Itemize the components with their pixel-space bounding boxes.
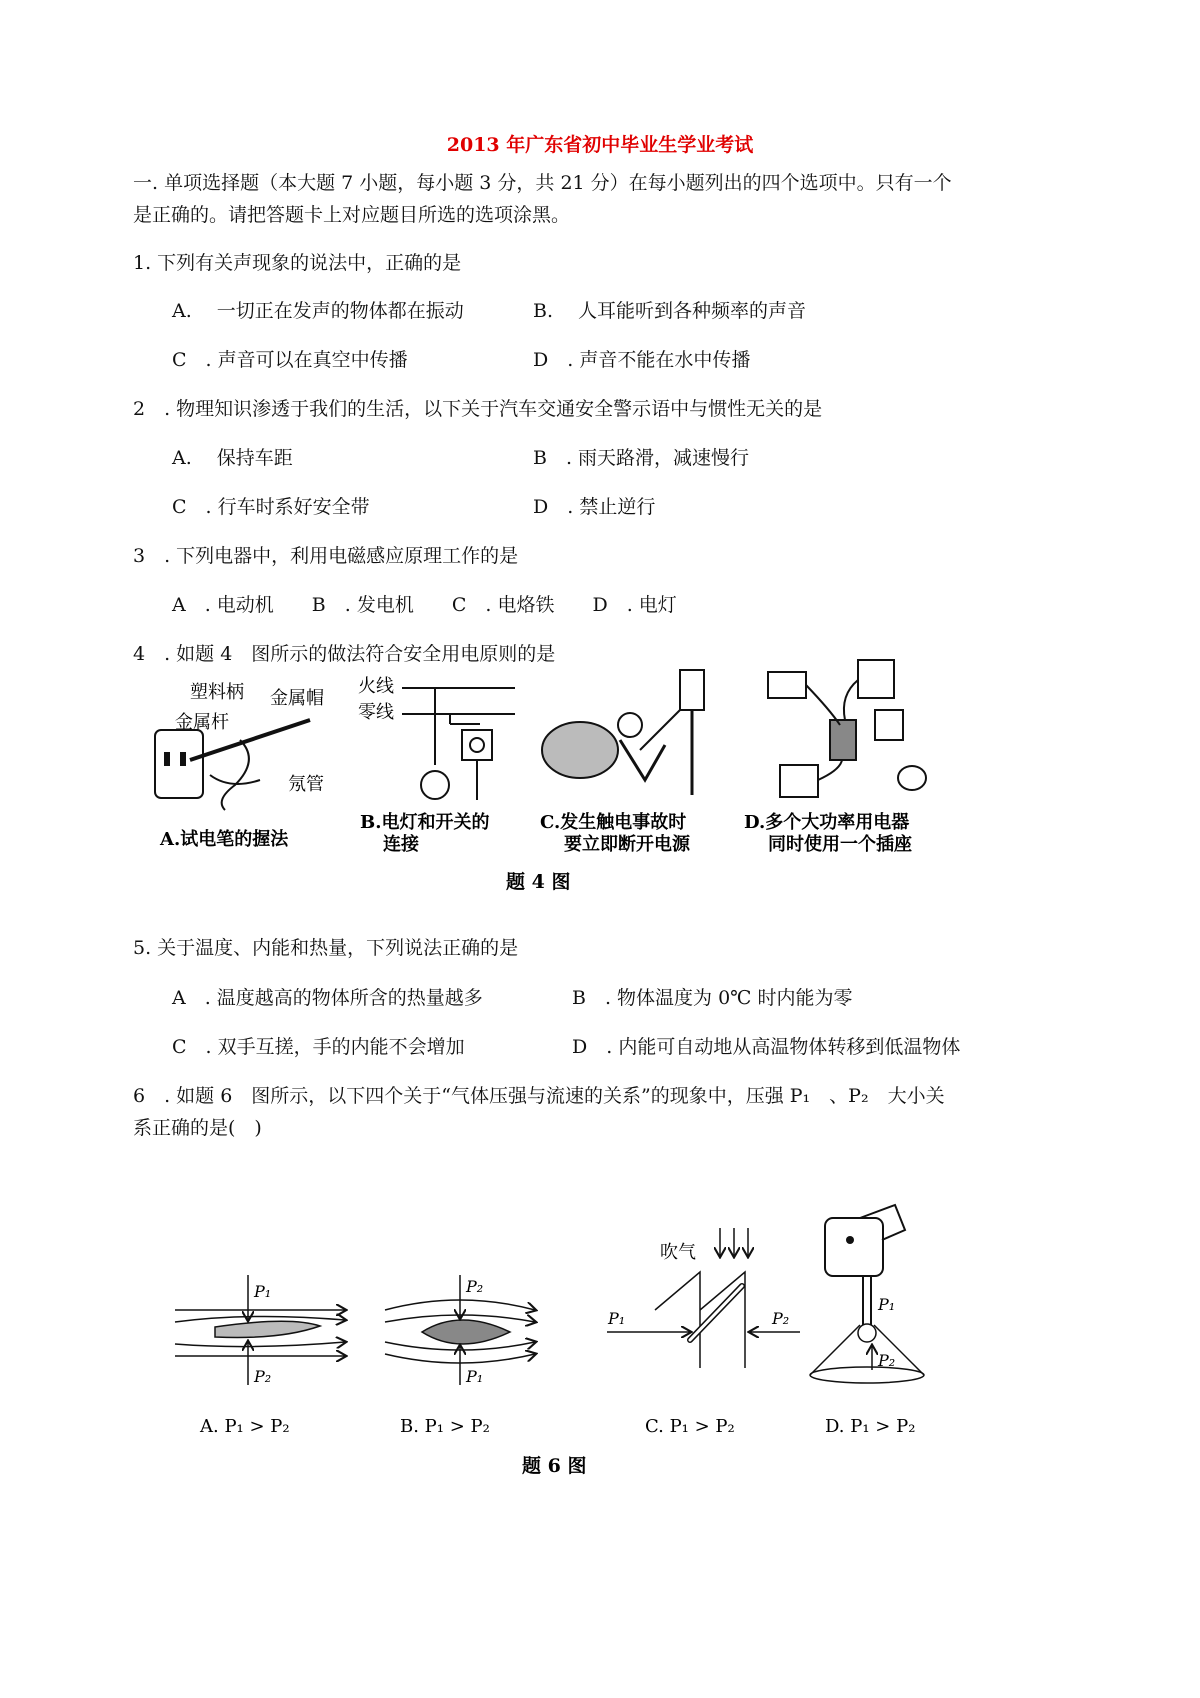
q1-option-b: B. 人耳能听到各种频率的声音 [533,300,807,322]
q5-option-c: C . 双手互搓，手的内能不会增加 [172,1036,465,1058]
q6-stem-line1: 6 . 如题 6 图所示，以下四个关于“气体压强与流速的关系”的现象中，压强 P₁ 、P₂ 大小关 [133,1085,945,1107]
q2-option-b: B . 雨天路滑，减速慢行 [533,447,750,469]
fig4-caption-d1: D.多个大功率用电器 [744,812,910,833]
q5-option-b: B . 物体温度为 0℃ 时内能为零 [572,987,853,1009]
fig4-b-circuit [358,676,515,855]
label-neon-tube: 氖管 [288,774,324,795]
q5-option-d: D . 内能可自动地从高温物体转移到低温物体 [572,1036,961,1058]
fig4-title: 题 4 图 [506,871,571,893]
fig6-caption-d: D. P₁ > P₂ [825,1416,916,1437]
fig6-d-p1: P₁ [878,1295,896,1314]
fig6-c-papers [607,1228,800,1437]
fig6-c-p1: P₁ [608,1309,626,1328]
fig6-d-funnel [810,1205,924,1437]
section-instructions-line1: 一. 单项选择题（本大题 7 小题，每小题 3 分，共 21 分）在每小题列出的四个选项中。只有一个 [133,172,952,194]
label-live-wire: 火线 [358,676,394,697]
fig6-caption-a: A. P₁ > P₂ [200,1416,290,1437]
q3-stem: 3 . 下列电器中，利用电磁感应原理工作的是 [133,545,519,567]
q5-option-a: A . 温度越高的物体所含的热量越多 [172,987,483,1009]
exam-title: 2013 年广东省初中毕业生学业考试 [446,134,754,156]
q1-stem: 1. 下列有关声现象的说法中，正确的是 [133,252,462,274]
fig6-b-p1: P₁ [466,1367,484,1386]
q1-option-c: C . 声音可以在真空中传播 [172,349,408,371]
q4-stem: 4 . 如题 4 图所示的做法符合安全用电原则的是 [133,643,556,665]
fig4-caption-c1: C.发生触电事故时 [540,812,687,833]
fig4-caption-b1: B.电灯和开关的 [360,812,490,833]
q2-option-a: A. 保持车距 [172,447,293,469]
label-neutral-wire: 零线 [358,702,394,723]
q2-option-c: C . 行车时系好安全带 [172,496,370,518]
q3-options: A . 电动机 B . 发电机 C . 电烙铁 D . 电灯 [172,594,677,616]
fig6-title: 题 6 图 [522,1455,587,1477]
fig6-b-p2: P₂ [466,1277,484,1296]
q5-stem: 5. 关于温度、内能和热量，下列说法正确的是 [133,937,519,959]
fig6-caption-b: B. P₁ > P₂ [400,1416,490,1437]
fig4-caption-b2: 连接 [383,834,419,855]
fig4-a-test-pen [155,682,324,850]
q2-option-d: D . 禁止逆行 [533,496,656,518]
fig4-d-overloaded-socket [744,660,926,855]
fig6-c-blow: 吹气 [660,1242,696,1263]
fig4-caption-c2: 要立即断开电源 [564,834,690,855]
figure-6 [160,1200,960,1490]
q1-option-d: D . 声音不能在水中传播 [533,349,751,371]
fig4-c-shock-scene [540,670,704,855]
figure-4 [140,650,980,900]
fig6-d-p2: P₂ [878,1351,896,1370]
q1-option-a: A. 一切正在发声的物体都在振动 [172,300,464,322]
q6-stem-line2: 系正确的是( ) [133,1117,262,1139]
fig4-caption-a: A.试电笔的握法 [160,829,289,850]
label-metal-rod: 金属杆 [175,712,229,733]
fig6-a-p1: P₁ [254,1282,272,1301]
fig6-b-body [385,1275,535,1437]
label-plastic-handle: 塑料柄 [190,682,244,703]
fig4-caption-d2: 同时使用一个插座 [768,834,912,855]
section-instructions-line2: 是正确的。请把答题卡上对应题目所选的选项涂黑。 [133,204,571,226]
fig6-c-p2: P₂ [772,1309,790,1328]
fig6-a-wing [175,1275,345,1437]
fig6-a-p2: P₂ [254,1367,272,1386]
label-metal-cap: 金属帽 [270,688,324,709]
fig6-caption-c: C. P₁ > P₂ [645,1416,735,1437]
q2-stem: 2 . 物理知识渗透于我们的生活，以下关于汽车交通安全警示语中与惯性无关的是 [133,398,823,420]
